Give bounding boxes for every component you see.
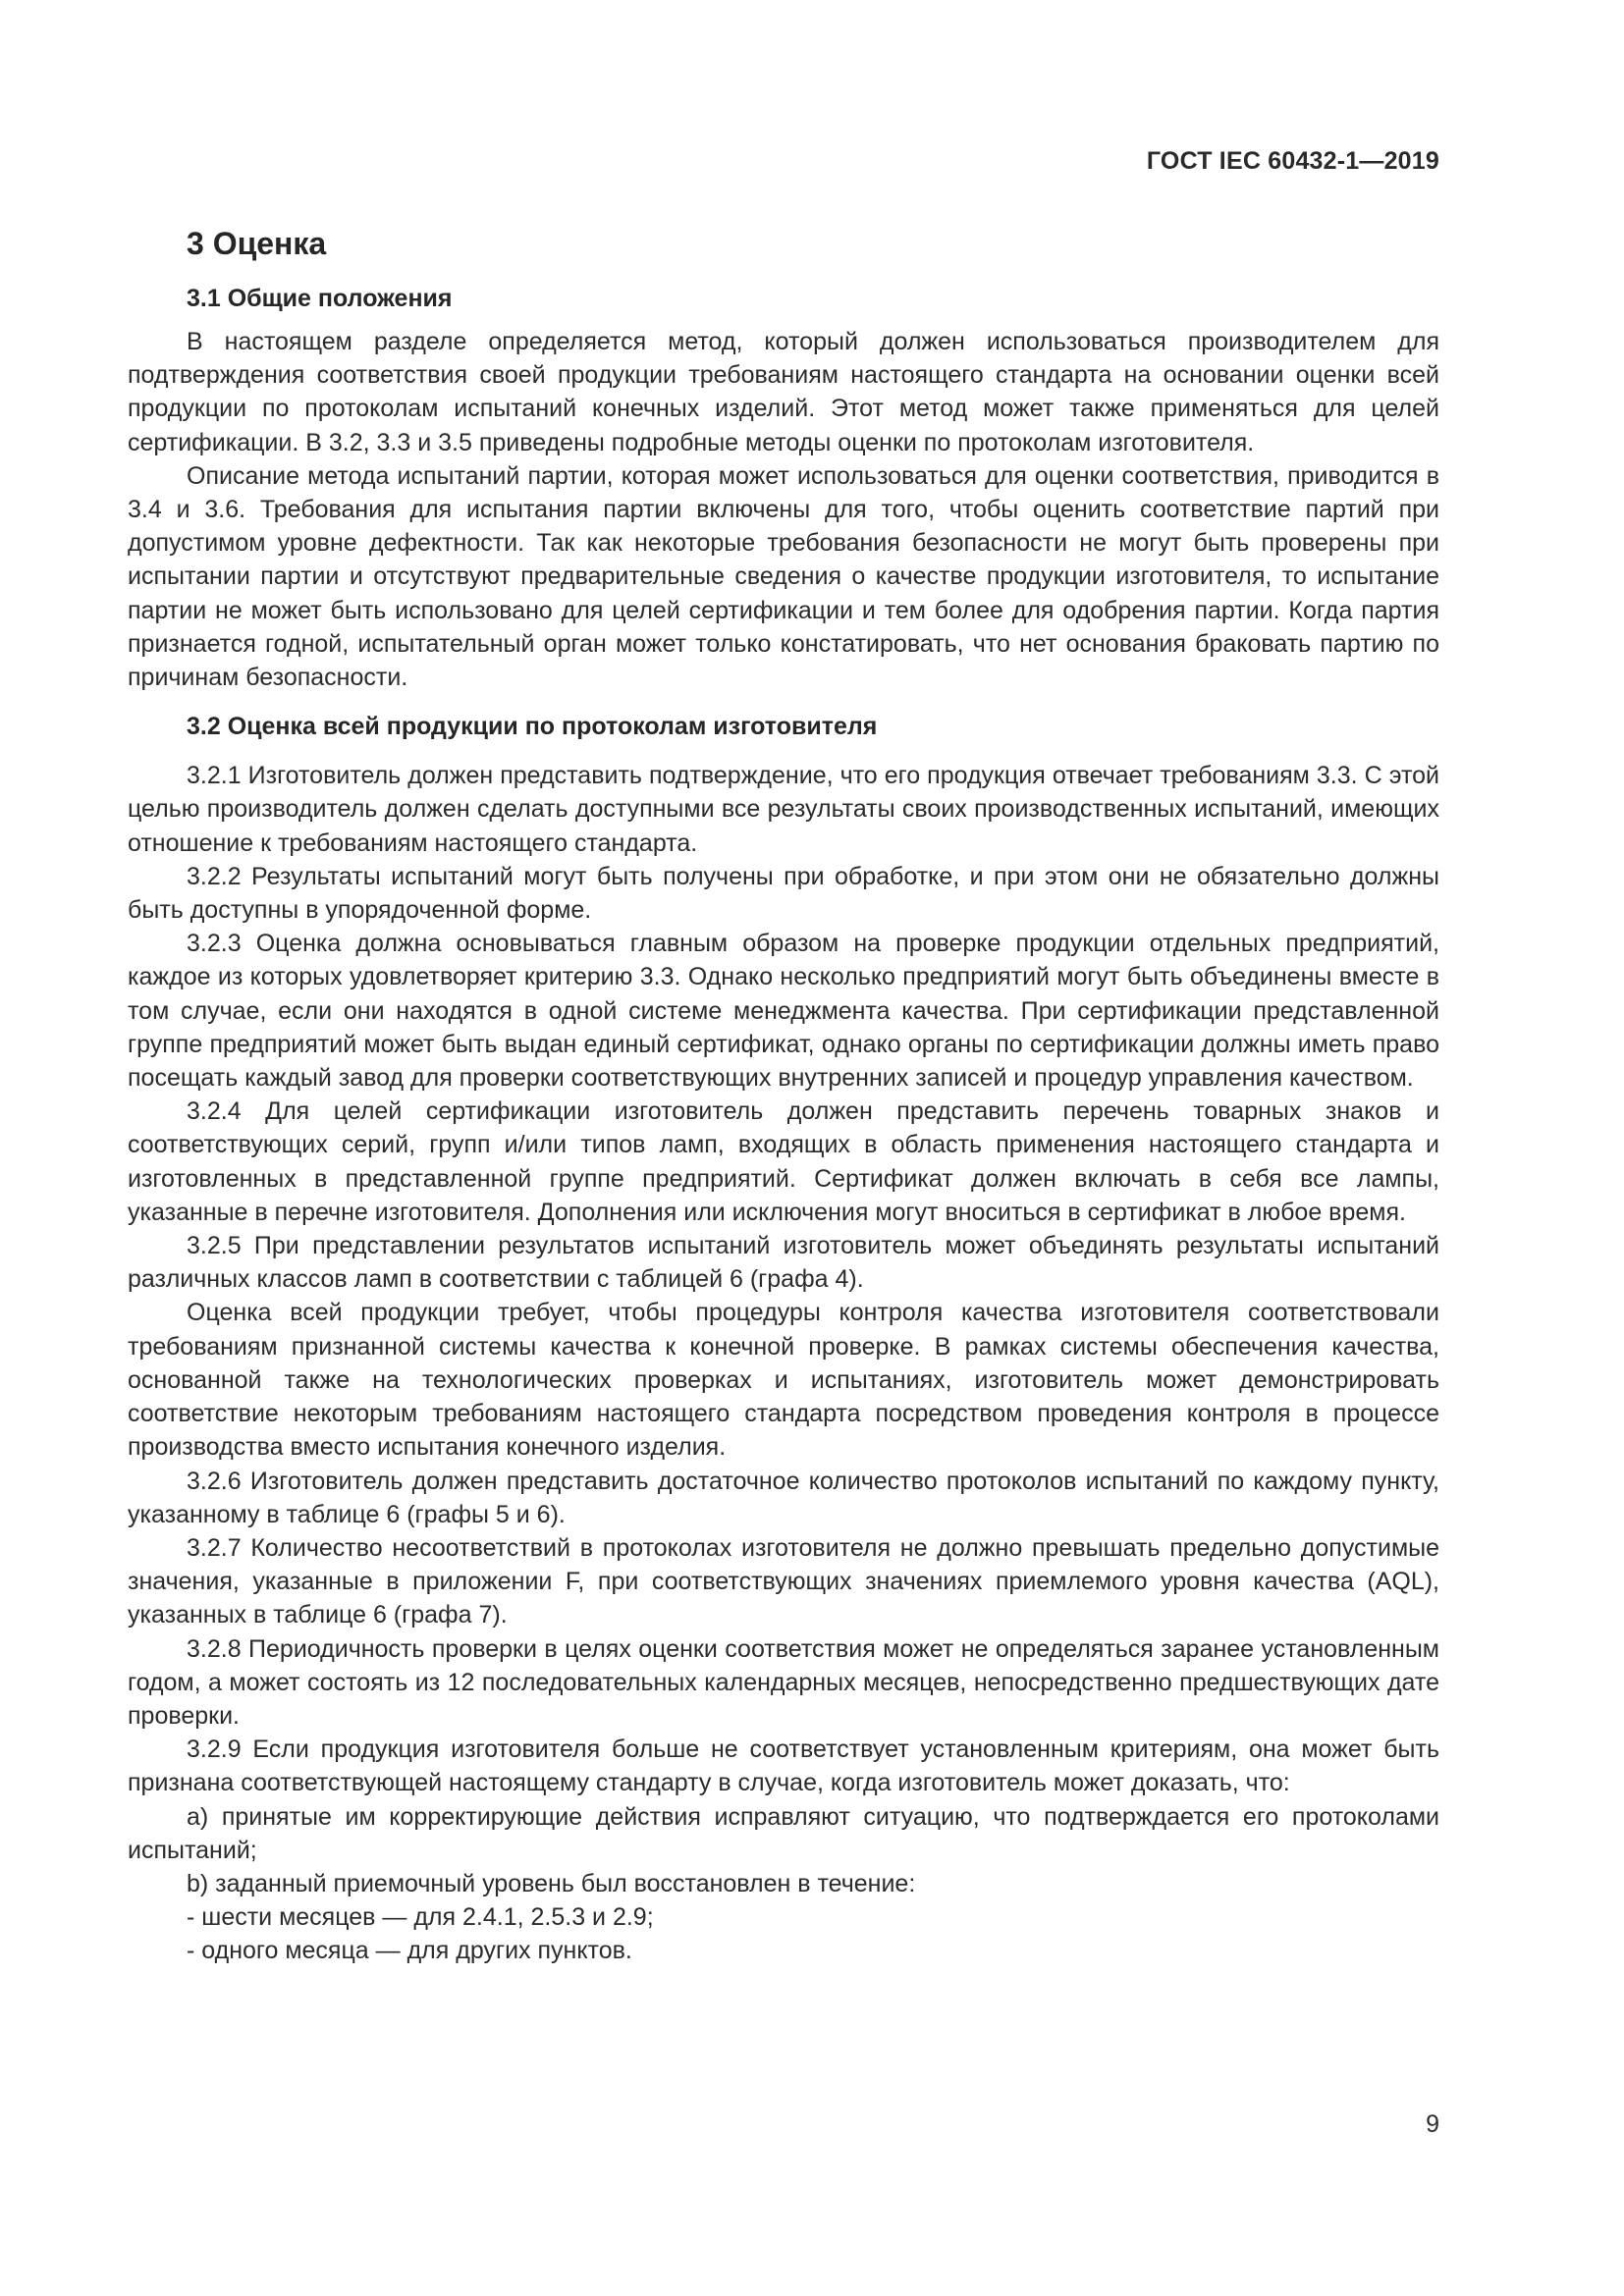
list-item: b) заданный приемочный уровень был восстановлен в течение:	[187, 1869, 916, 1897]
paragraph: 3.2.8 Периодичность проверки в целях оценки соответствия может не определяться заранее установленным годом, а может состоять из 12 последовательных календарных месяцев, непосредственно предшествующих дате проверки.	[128, 1634, 1439, 1730]
subsection-title-assessment: 3.2 Оценка всей продукции по протоколам изготовителя	[187, 713, 878, 741]
paragraph: 3.2.7 Количество несоответствий в протоколах изготовителя не должно превышать предельно допустимые значения, указанные в приложении F, при соответствующих значениях приемлемого уровня качества (AQL), указанных в таблице 6 (графа 7).	[128, 1533, 1439, 1629]
paragraph: 3.2.3 Оценка должна основываться главным образом на проверке продукции отдельных предприятий, каждое из которых удовлетворяет критерию 3.3. Однако несколько предприятий могут быть объединены вместе в том случае, если они находятся в одной системе менеджмента качества. При сертификации представленной группе предприятий может быть выдан единый сертификат, однако органы по сертификации должны иметь право посещать каждый завод для проверки соответствующих внутренних записей и процедур управления качеством.	[128, 930, 1439, 1093]
paragraph: В настоящем разделе определяется метод, который должен использоваться производителем для подтверждения соответствия своей продукции требованиям настоящего стандарта на основании оценки всей продукции по протоколам испытаний конечных изделий. Этот метод может также применяться для целей сертификации. В 3.2, 3.3 и 3.5 приведены подробные методы оценки по протоколам изготовителя.	[128, 328, 1439, 456]
section-title: 3 Оценка	[187, 226, 327, 261]
paragraph: 3.2.4 Для целей сертификации изготовитель должен представить перечень товарных знаков и соответствующих серий, групп и/или типов ламп, входящих в область применения настоящего стандарта и изготовленных в представленной группе предприятий. Сертификат должен включать в себя все лампы, указанные в перечне изготовителя. Дополнения или исключения могут вноситься в сертификат в любое время.	[128, 1097, 1439, 1226]
paragraph: Описание метода испытаний партии, которая может использоваться для оценки соответствия, приводится в 3.4 и 3.6. Требования для испытания партии включены для того, чтобы оценить соответствие партий при допустимом уровне дефектности. Так как некоторые требования безопасности не могут быть проверены при испытании партии и отсутствуют предварительные сведения о качестве продукции изготовителя, то испытание партии не может быть использовано для целей сертификации и тем более для одобрения партии. Когда партия признается годной, испытательный орган может только констатировать, что нет основания браковать партию по причинам безопасности.	[128, 461, 1439, 692]
paragraph: 3.2.9 Если продукция изготовителя больше не соответствует установленным критериям, она может быть признана соответствующей настоящему стандарту в случае, когда изготовитель может доказать, что:	[128, 1735, 1439, 1797]
paragraph: 3.2.6 Изготовитель должен представить достаточное количество протоколов испытаний по каждому пункту, указанному в таблице 6 (графы 5 и 6).	[128, 1467, 1439, 1528]
page-content	[128, 222, 1439, 1968]
paragraph: 3.2.2 Результаты испытаний могут быть получены при обработке, и при этом они не обязательно должны быть доступны в упорядоченной форме.	[128, 862, 1439, 925]
list-item: - одного месяца — для других пунктов.	[187, 1937, 632, 1965]
document-id-header: ГОСТ IEC 60432-1—2019	[1146, 147, 1439, 175]
list-item: - шести месяцев — для 2.4.1, 2.5.3 и 2.9;	[187, 1903, 654, 1932]
paragraph: Оценка всей продукции требует, чтобы процедуры контроля качества изготовителя соответствовали требованиям признанной системы качества к конечной проверке. В рамках системы обеспечения качества, основанной также на технологических проверках и испытаниях, изготовитель может демонстрировать соответствие некоторым требованиям настоящего стандарта посредством проведения контроля в процессе производства вместо испытания конечного изделия.	[128, 1299, 1439, 1462]
paragraph: 3.2.5 При представлении результатов испытаний изготовитель может объединять результаты испытаний различных классов ламп в соответствии с таблицей 6 (графа 4).	[128, 1232, 1439, 1294]
page-number: 9	[1426, 2110, 1439, 2138]
subsection-title-general: 3.1 Общие положения	[187, 285, 453, 312]
list-item: а) принятые им корректирующие действия исправляют ситуацию, что подтверждается его протоколами испытаний;	[128, 1802, 1439, 1864]
paragraph: 3.2.1 Изготовитель должен представить подтверждение, что его продукция отвечает требованиям 3.3. С этой целью производитель должен сделать доступными все результаты своих производственных испытаний, имеющих отношение к требованиям настоящего стандарта.	[128, 762, 1439, 857]
